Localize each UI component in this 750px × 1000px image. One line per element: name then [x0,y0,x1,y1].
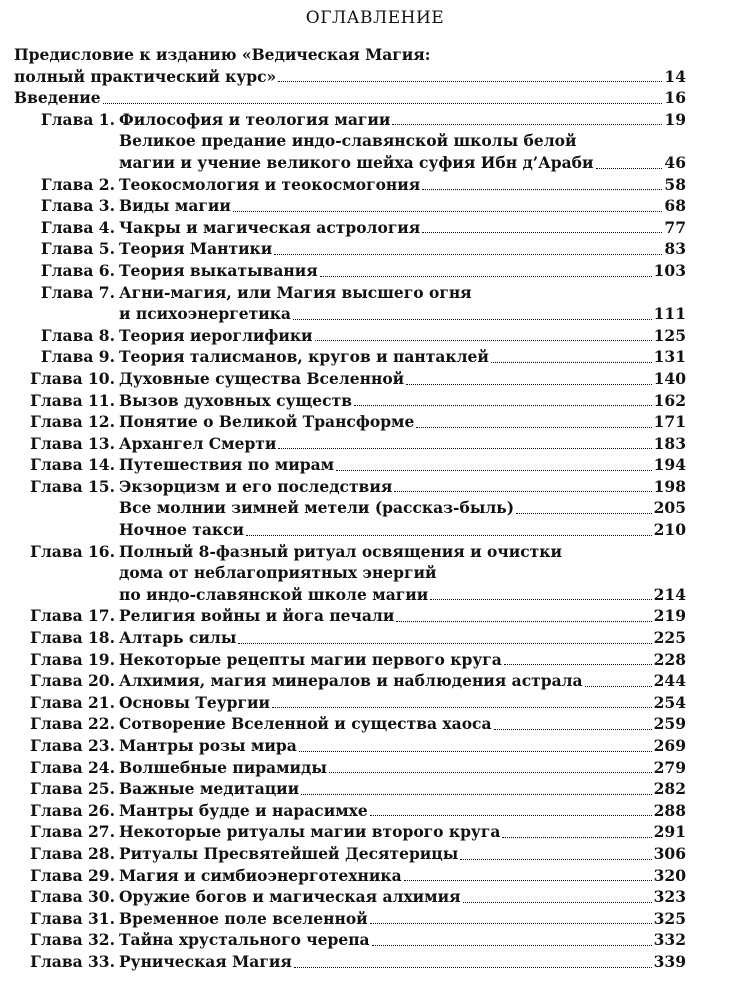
toc-entry[interactable] [14,433,686,455]
dot-leader [370,923,652,924]
dot-leader [430,599,651,600]
toc-page-number: 77 [664,217,686,237]
toc-page-number: 320 [653,865,686,885]
dot-leader [416,427,651,428]
dot-leader [238,643,651,644]
toc-page-number: 225 [653,628,686,648]
dot-leader [406,384,651,385]
toc-page-number: 131 [653,347,686,367]
toc-entry-label: Философия и теология магии [119,109,391,129]
toc-page-number: 325 [653,908,686,928]
dot-leader [233,211,663,212]
toc-entry[interactable] [14,843,686,865]
chapter-number: Глава 33. [30,951,115,971]
toc-entry[interactable] [14,368,686,390]
dot-leader [315,340,652,341]
dot-leader [491,362,652,363]
toc-entry-label: Экзорцизм и его последствия [119,476,393,496]
toc-entry-label: Путешествия по мирам [119,455,335,475]
toc-page-number: 205 [653,498,686,518]
toc-entry-label: Мантры будде и нарасимхе [119,800,368,820]
toc-entry[interactable] [14,260,686,282]
toc-entry[interactable] [14,325,686,347]
dot-leader [502,837,651,838]
chapter-number: Глава 24. [30,757,115,777]
toc-entry[interactable] [14,821,686,843]
dot-leader [585,686,652,687]
toc-entry[interactable] [14,195,686,217]
chapter-number: Глава 17. [30,606,115,626]
toc-entry-intro[interactable] [14,87,686,109]
chapter-number: Глава 28. [30,843,115,863]
toc-entry-label: Некоторые рецепты магии первого круга [119,649,502,669]
toc-page-number: 288 [653,800,686,820]
toc-entry-label: Ритуалы Пресвятейшей Десятерицы [119,843,459,863]
toc-entry[interactable] [14,778,686,800]
toc-entry[interactable] [14,152,686,174]
toc-entry[interactable] [14,238,686,260]
toc-entry-label: магии и учение великого шейха суфия Ибн д’Араби [119,152,594,172]
chapter-number: Глава 23. [30,736,115,755]
toc-entry[interactable] [14,584,686,606]
toc-entry-label: Теория Мантики [119,239,273,259]
chapter-number: Глава 27. [30,822,115,842]
toc-page-number: 46 [664,152,686,172]
chapter-number: Глава 22. [30,714,115,734]
toc-page-number: 198 [653,476,686,496]
toc-page-number: 254 [653,692,686,712]
toc-entry[interactable] [14,627,686,649]
dot-leader [103,103,663,104]
chapter-number: Глава 26. [30,800,115,820]
toc-entry-label: Руническая Магия [119,951,292,971]
toc-entry-label: Полный 8-фазный ритуал освящения и очистки [119,541,562,561]
toc-page-number: 332 [653,930,686,950]
dot-leader [301,794,651,795]
chapter-number: Глава 16. [30,541,115,561]
chapter-number: Глава 1. [40,109,115,129]
dot-leader [299,751,652,752]
toc-entry-label: Вызов духовных существ [119,390,352,410]
toc-entry-label: Теория выкатывания [119,260,318,280]
toc-page-number: 323 [653,887,686,907]
toc-page-number: 58 [664,174,686,194]
toc-entry-label: Тайна хрустального черепа [119,930,370,950]
chapter-number: Глава 5. [40,239,115,259]
toc-page-number: 244 [653,671,686,691]
toc-entry[interactable] [14,346,686,368]
chapter-number: Глава 25. [30,779,115,799]
toc-entry[interactable] [14,757,686,779]
toc-page-number: 111 [653,304,686,324]
toc-entry[interactable] [14,454,686,476]
toc-entry[interactable] [14,908,686,930]
toc-entry[interactable] [14,886,686,908]
dot-leader [392,124,662,125]
toc-entry-label: Агни-магия, или Магия высшего огня [119,282,472,302]
toc-entry-label: Все молнии зимней метели (рассказ-быль) [119,498,515,518]
dot-leader [596,168,663,169]
toc-page-number: 140 [653,368,686,388]
toc-entry-preface-cont[interactable] [14,66,686,88]
toc-page-number: 228 [653,649,686,669]
dot-leader [422,232,662,233]
chapter-number: Глава 3. [40,196,115,216]
toc-entry[interactable] [14,562,686,584]
dot-leader [394,491,651,492]
toc-entry[interactable] [14,713,686,735]
toc-entry-label: Важные медитации [119,779,300,799]
dot-leader [504,664,652,665]
toc-entry[interactable] [14,411,686,433]
dot-leader [494,729,652,730]
toc-entry[interactable] [14,670,686,692]
dot-leader [272,707,652,708]
toc-page-number: 194 [653,455,686,475]
toc-entry-label: Духовные существа Вселенной [119,368,405,388]
toc-page-number: 14 [664,66,686,86]
toc-entry-label: Оружие богов и магическая алхимия [119,887,461,907]
toc-entry-label: и психоэнергетика [119,304,291,324]
toc-page-number: 282 [653,779,686,799]
toc-entry[interactable] [14,390,686,412]
dot-leader [320,276,652,277]
toc-page-number: 214 [653,584,686,604]
dot-leader [329,772,652,773]
toc-page-number: 103 [653,260,686,280]
dot-leader [404,880,652,881]
toc-entry-label: Теокосмология и теокосмогония [119,174,421,194]
toc-entry-label: Теория талисманов, кругов и пантаклей [119,347,489,367]
toc-entry-label: Теория иероглифики [119,325,313,345]
chapter-number: Глава 19. [30,649,115,669]
toc-entry[interactable] [14,800,686,822]
chapter-number: Глава 30. [30,887,115,907]
dot-leader [294,967,652,968]
toc-entry-label: Архангел Смерти [119,433,277,453]
toc-entry[interactable] [14,929,686,951]
toc-entry-label: Волшебные пирамиды [119,757,327,777]
page-title: ОГЛАВЛЕНИЕ [305,8,445,28]
toc-entry-label: Предисловие к изданию «Ведическая Магия: [14,45,431,64]
chapter-number: Глава 2. [40,174,115,194]
chapter-number: Глава 20. [30,671,115,691]
chapter-number: Глава 9. [40,347,115,367]
dot-leader [246,535,652,536]
toc-page-number: 291 [653,822,686,842]
toc-entry[interactable] [14,174,686,196]
toc-entry-label: Алхимия, магия минералов и наблюдения астрала [119,671,583,691]
toc-entry-label: Сотворение Вселенной и существа хаоса [119,714,492,734]
table-of-contents [14,44,686,973]
dot-leader [463,902,652,903]
dot-leader [516,513,652,514]
dot-leader [336,470,652,471]
dot-leader [422,189,662,190]
toc-entry[interactable] [14,649,686,671]
toc-entry-label: Алтарь силы [119,628,237,648]
toc-entry[interactable] [14,692,686,714]
dot-leader [274,254,662,255]
dot-leader [354,405,652,406]
chapter-number: Глава 14. [30,455,115,475]
toc-entry-label: полный практический курс» [14,66,277,86]
toc-entry-label: Ночное такси [119,520,245,540]
toc-entry[interactable] [14,303,686,325]
toc-page-number: 269 [653,736,686,755]
toc-entry[interactable] [14,735,686,757]
toc-entry-label: Виды магии [119,196,231,216]
toc-page-number: 183 [653,433,686,453]
chapter-number: Глава 31. [30,908,115,928]
chapter-number: Глава 12. [30,412,115,432]
toc-page-number: 219 [653,606,686,626]
chapter-number: Глава 4. [40,217,115,237]
toc-entry-label: Великое предание индо-славянской школы белой [119,131,577,151]
toc-entry-label: Основы Теургии [119,692,270,712]
toc-entry-label: Магия и симбиоэнерготехника [119,865,402,885]
toc-entry-preface[interactable] [14,44,686,66]
toc-entry-label: Некоторые ритуалы магии второго круга [119,822,501,842]
toc-entry-label: Введение [14,88,101,108]
toc-page-number: 339 [653,951,686,971]
toc-page-number: 171 [653,412,686,432]
toc-entry[interactable] [14,217,686,239]
toc-page-number: 210 [653,520,686,540]
toc-entry-label: дома от неблагоприятных энергий [119,563,437,583]
toc-entry[interactable] [14,541,686,563]
toc-entry[interactable] [14,130,686,152]
toc-entry[interactable] [14,282,686,304]
toc-page-number: 125 [653,325,686,345]
toc-entry[interactable] [14,951,686,973]
toc-page-number: 259 [653,714,686,734]
toc-page-number: 162 [653,390,686,410]
chapter-number: Глава 29. [30,865,115,885]
dot-leader [370,815,652,816]
toc-entry-label: Религия войны и йога печали [119,606,395,626]
toc-entry[interactable] [14,519,686,541]
chapter-number: Глава 11. [30,390,115,410]
dot-leader [293,319,652,320]
chapter-number: Глава 15. [30,476,115,496]
toc-entry[interactable] [14,865,686,887]
toc-entry-label: Временное поле вселенной [119,908,368,928]
toc-page-number: 83 [664,239,686,259]
toc-entry[interactable] [14,109,686,131]
chapter-number: Глава 18. [30,628,115,648]
toc-page-number: 16 [664,88,686,108]
chapter-number: Глава 32. [30,930,115,950]
toc-page-number: 306 [653,843,686,863]
dot-leader [460,859,651,860]
toc-entry-label: Понятие о Великой Трансформе [119,412,415,432]
toc-page-number: 19 [664,109,686,129]
toc-page-number: 279 [653,757,686,777]
chapter-number: Глава 8. [40,325,115,345]
dot-leader [278,81,662,82]
dot-leader [396,621,651,622]
toc-page-number: 68 [664,196,686,216]
chapter-number: Глава 10. [30,368,115,388]
chapter-number: Глава 6. [40,260,115,280]
chapter-number: Глава 21. [30,692,115,712]
chapter-number: Глава 13. [30,433,115,453]
toc-entry[interactable] [14,497,686,519]
toc-entry-label: Чакры и магическая астрология [119,217,421,237]
dot-leader [372,945,652,946]
toc-entry[interactable] [14,605,686,627]
chapter-number: Глава 7. [40,282,115,302]
toc-entry[interactable] [14,476,686,498]
dot-leader [278,448,651,449]
toc-entry-label: по индо-славянской школе магии [119,584,429,604]
toc-entry-label: Мантры розы мира [119,736,297,755]
